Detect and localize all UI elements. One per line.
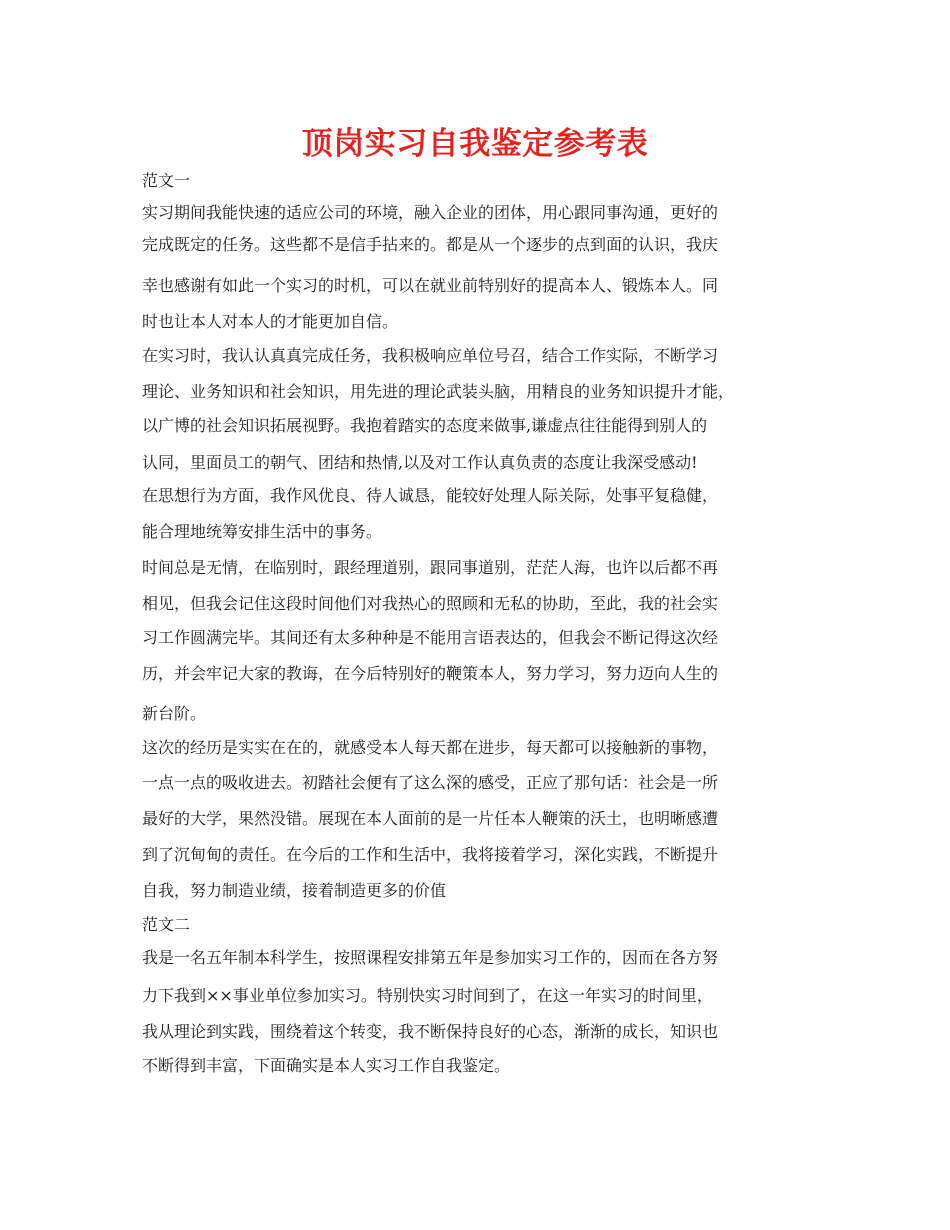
- text-line: 到了沉甸甸的责任。在今后的工作和生活中，我将接着学习，深化实践，不断提升: [142, 845, 719, 864]
- text-line: 这次的经历是实实在在的，就感受本人每天都在进步，每天都可以接触新的事物，: [142, 738, 719, 757]
- text-line: 自我，努力制造业绩，接着制造更多的价值: [142, 881, 447, 900]
- text-line: 时间总是无情，在临别时，跟经理道别，跟同事道别，茫茫人海，也许以后都不再: [142, 558, 719, 577]
- text-line: 新台阶。: [142, 704, 207, 723]
- text-line: 幸也感谢有如此一个实习的时机，可以在就业前特别好的提高本人、锻炼本人。同: [142, 276, 719, 295]
- text-line: 时也让本人对本人的才能更加自信。: [142, 312, 399, 331]
- text-line: 我从理论到实践，围绕着这个转变，我不断保持良好的心态，渐渐的成长，知识也: [142, 1022, 719, 1041]
- section-heading-1: 范文一: [142, 171, 191, 190]
- text-line: 理论、业务知识和社会知识，用先进的理论武装头脑，用精良的业务知识提升才能，: [142, 382, 735, 401]
- text-line: 习工作圆满完毕。其间还有太多种种是不能用言语表达的，但我会不断记得这次经: [142, 628, 719, 647]
- text-line: 不断得到丰富，下面确实是本人实习工作自我鉴定。: [142, 1056, 511, 1075]
- text-line: 认同，里面员工的朝气、团结和热情,以及对工作认真负责的态度让我深受感动!: [142, 453, 698, 472]
- text-line: 完成既定的任务。这些都不是信手拈来的。都是从一个逐步的点到面的认识，我庆: [142, 235, 719, 254]
- text-line: 以广博的社会知识拓展视野。我抱着踏实的态度来做事,谦虚点往往能得到别人的: [142, 416, 708, 435]
- text-line: 历，并会牢记大家的教诲，在今后特别好的鞭策本人，努力学习，努力迈向人生的: [142, 664, 719, 683]
- text-line: 最好的大学，果然没错。展现在本人面前的是一片任本人鞭策的沃土，也明晰感遭: [142, 809, 719, 828]
- text-line: 力下我到××事业单位参加实习。特别快实习时间到了，在这一年实习的时间里，: [142, 986, 713, 1005]
- section-heading-2: 范文二: [142, 915, 191, 934]
- text-line: 实习期间我能快速的适应公司的环境，融入企业的团体，用心跟同事沟通，更好的: [142, 203, 719, 222]
- text-line: 一点一点的吸收进去。初踏社会便有了这么深的感受，正应了那句话：社会是一所: [142, 773, 719, 792]
- text-line: 能合理地统筹安排生活中的事务。: [142, 522, 383, 541]
- document-title: 顶岗实习自我鉴定参考表: [301, 126, 649, 162]
- text-line: 我是一名五年制本科学生，按照课程安排第五年是参加实习工作的，因而在各方努: [142, 948, 719, 967]
- text-line: 相见，但我会记住这段时间他们对我热心的照顾和无私的协助，至此，我的社会实: [142, 594, 719, 613]
- text-line: 在思想行为方面，我作风优良、待人诚恳，能较好处理人际关际，处事平复稳健，: [142, 486, 719, 505]
- text-line: 在实习时，我认认真真完成任务，我积极响应单位号召，结合工作实际，不断学习: [142, 346, 719, 365]
